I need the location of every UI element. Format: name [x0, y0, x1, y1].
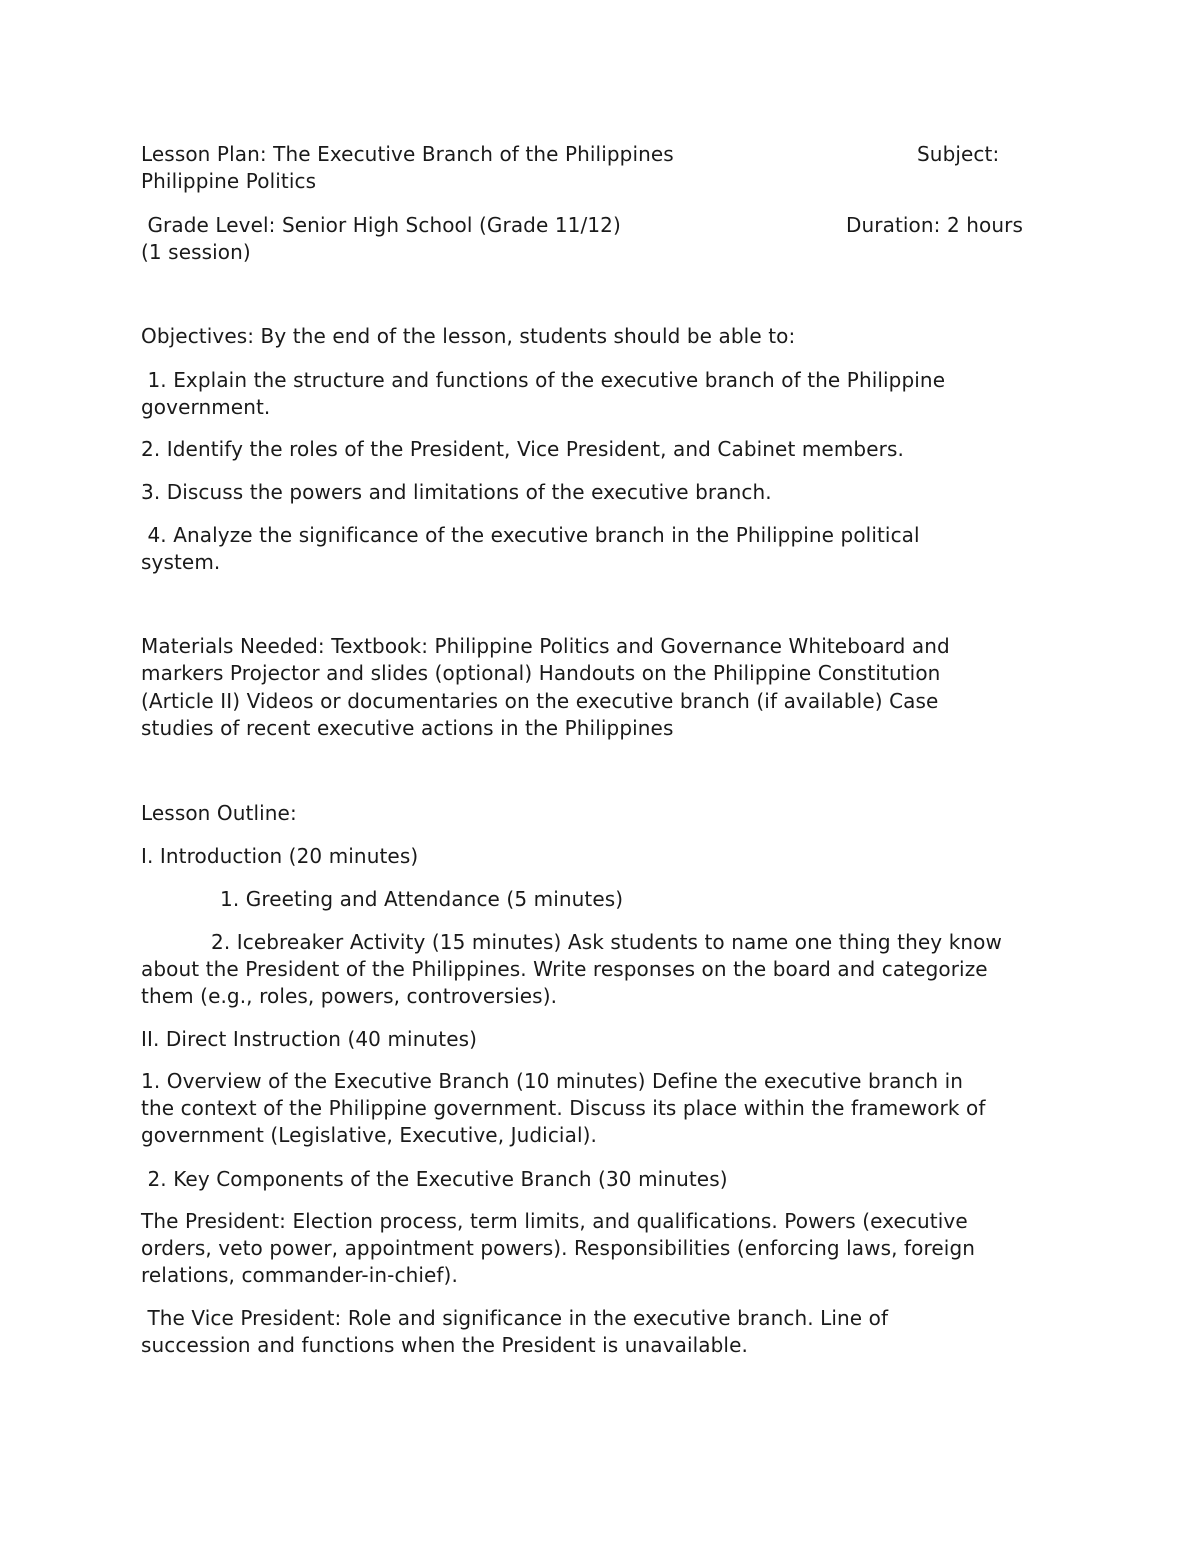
materials-line-4: studies of recent executive actions in the Philippines [141, 716, 674, 740]
objective-4-line-1: 4. Analyze the significance of the executive branch in the Philippine political [141, 523, 920, 547]
duration-continued: (1 session) [141, 240, 251, 264]
president-line-1: The President: Election process, term limits, and qualifications. Powers (executive [141, 1209, 968, 1233]
president-line-2: orders, veto power, appointment powers). Responsibilities (enforcing laws, foreign [141, 1236, 976, 1260]
materials-line-3: (Article II) Videos or documentaries on the executive branch (if available) Case [141, 689, 939, 713]
objective-2: 2. Identify the roles of the President, Vice President, and Cabinet members. [141, 437, 904, 461]
icebreaker-line-3: them (e.g., roles, powers, controversies). [141, 984, 558, 1008]
lesson-title: Lesson Plan: The Executive Branch of the Philippines [141, 142, 674, 166]
materials-line-2: markers Projector and slides (optional) Handouts on the Philippine Constitution [141, 661, 941, 685]
icebreaker-line-2: about the President of the Philippines. Write responses on the board and categorize [141, 957, 988, 981]
overview-line-3: government (Legislative, Executive, Judicial). [141, 1123, 597, 1147]
section-direct-instruction: II. Direct Instruction (40 minutes) [141, 1027, 478, 1051]
greeting-item: 1. Greeting and Attendance (5 minutes) [220, 887, 624, 911]
objectives-intro: Objectives: By the end of the lesson, students should be able to: [141, 324, 796, 348]
overview-line-2: the context of the Philippine government. Discuss its place within the framework of [141, 1096, 986, 1120]
objective-1-line-2: government. [141, 395, 271, 419]
materials-line-1: Materials Needed: Textbook: Philippine Politics and Governance Whiteboard and [141, 634, 950, 658]
objective-4-line-2: system. [141, 550, 221, 574]
vice-president-line-2: succession and functions when the President is unavailable. [141, 1333, 748, 1357]
overview-line-1: 1. Overview of the Executive Branch (10 minutes) Define the executive branch in [141, 1069, 964, 1093]
subject-label: Subject: [917, 142, 1000, 166]
objective-1-line-1: 1. Explain the structure and functions of the executive branch of the Philippine [141, 368, 946, 392]
duration-label: Duration: 2 hours [846, 213, 1023, 237]
vice-president-line-1: The Vice President: Role and significance in the executive branch. Line of [141, 1306, 889, 1330]
key-components: 2. Key Components of the Executive Branch (30 minutes) [141, 1167, 728, 1191]
subject-value: Philippine Politics [141, 169, 317, 193]
grade-level: Grade Level: Senior High School (Grade 11/12) [141, 213, 621, 237]
section-introduction: I. Introduction (20 minutes) [141, 844, 419, 868]
outline-heading: Lesson Outline: [141, 801, 297, 825]
president-line-3: relations, commander-in-chief). [141, 1263, 458, 1287]
objective-3: 3. Discuss the powers and limitations of the executive branch. [141, 480, 772, 504]
icebreaker-line-1: 2. Icebreaker Activity (15 minutes) Ask students to name one thing they know [211, 930, 1002, 954]
